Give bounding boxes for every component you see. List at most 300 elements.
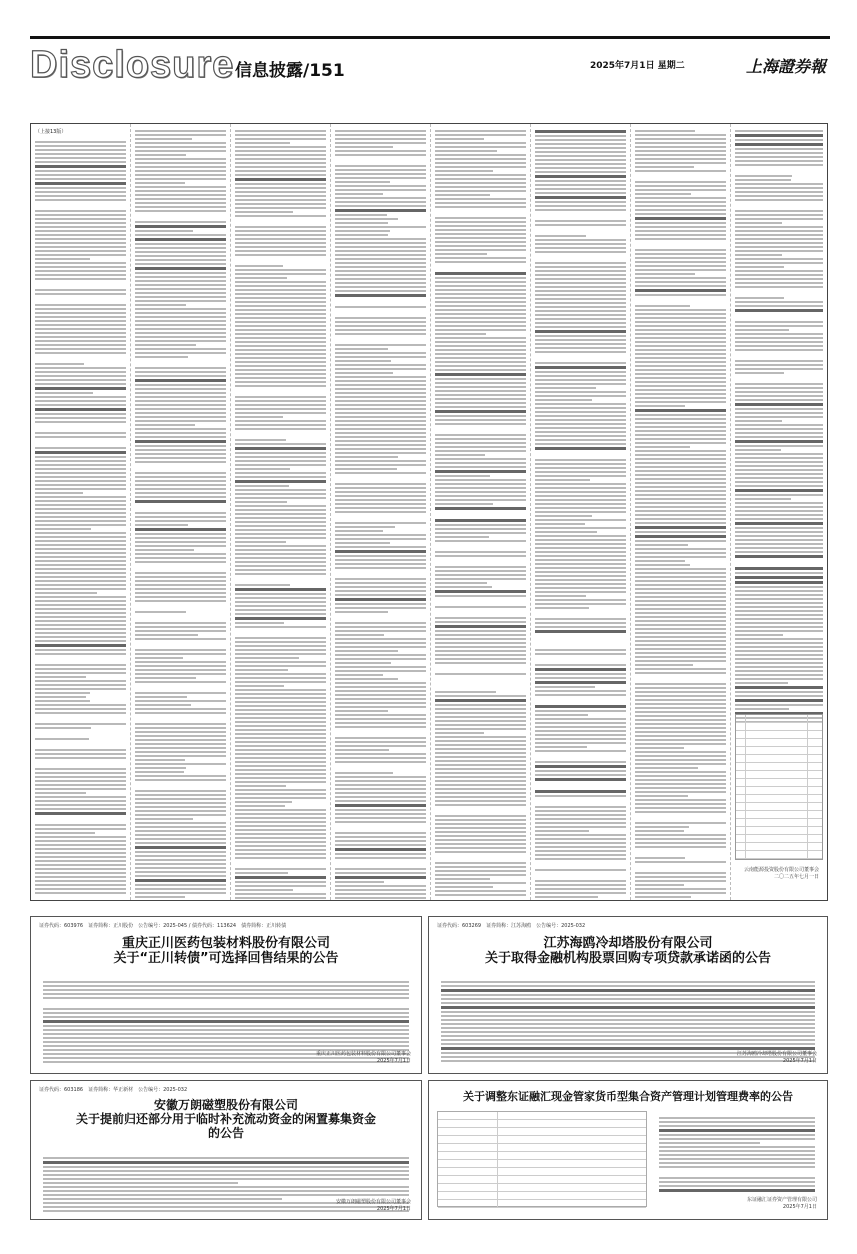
text-line	[535, 664, 626, 666]
text-line	[235, 468, 290, 470]
text-line	[635, 458, 726, 460]
text-line	[635, 711, 726, 713]
text-line	[635, 345, 726, 347]
text-line	[435, 800, 526, 802]
text-line	[535, 888, 626, 890]
text-line	[35, 668, 126, 670]
text-line	[35, 644, 126, 647]
text-line	[535, 274, 626, 276]
text-line	[435, 764, 526, 766]
text-line	[535, 419, 626, 421]
text-line	[435, 851, 526, 853]
table-cell	[746, 715, 808, 722]
text-line	[135, 798, 226, 800]
text-line	[735, 242, 823, 244]
text-line	[43, 1045, 409, 1047]
table-cell	[808, 763, 822, 770]
table-cell	[498, 1120, 646, 1127]
text-line	[235, 549, 326, 551]
text-line	[535, 155, 626, 157]
text-line	[43, 1198, 282, 1200]
text-line	[35, 692, 90, 694]
text-line	[635, 888, 726, 890]
text-line	[735, 590, 823, 592]
text-line	[35, 844, 126, 846]
text-line	[735, 662, 823, 664]
text-line	[235, 853, 326, 855]
text-line	[235, 472, 326, 474]
text-line	[35, 727, 91, 729]
paragraph-gap	[35, 742, 126, 749]
text-line	[535, 171, 626, 173]
text-line	[135, 255, 226, 257]
text-line	[235, 400, 326, 402]
table-row	[438, 1200, 646, 1208]
text-line	[135, 775, 226, 777]
text-line	[335, 254, 426, 256]
text-line	[435, 261, 526, 263]
text-line	[35, 544, 126, 546]
text-line	[535, 511, 626, 513]
text-line	[335, 274, 426, 276]
text-line	[635, 510, 726, 512]
text-line	[635, 158, 726, 160]
text-line	[635, 731, 726, 733]
text-line	[335, 714, 426, 716]
text-line	[635, 189, 726, 191]
text-line	[335, 436, 426, 438]
text-line	[435, 708, 526, 710]
big-signoff-company: 云南能源投资股份有限公司董事会	[743, 867, 819, 873]
text-line	[135, 304, 186, 306]
text-line	[435, 744, 526, 746]
text-line	[635, 620, 726, 622]
text-line	[635, 478, 726, 480]
text-line	[135, 234, 226, 236]
text-line	[35, 680, 126, 682]
text-line	[635, 755, 726, 757]
text-line	[335, 582, 426, 584]
text-line	[635, 568, 726, 570]
text-line	[235, 649, 326, 651]
text-line	[635, 640, 726, 642]
text-line	[335, 792, 426, 794]
text-line	[535, 742, 626, 744]
text-line	[335, 138, 426, 140]
text-line	[335, 634, 384, 636]
text-line	[335, 534, 426, 536]
text-line	[135, 520, 226, 522]
text-line	[135, 549, 194, 551]
text-line	[135, 673, 226, 675]
text-line	[435, 419, 526, 421]
text-line	[635, 703, 726, 705]
table-cell	[808, 819, 822, 826]
text-line	[35, 161, 126, 163]
text-line	[735, 461, 823, 463]
text-line	[635, 442, 726, 444]
paragraph-gap	[35, 896, 126, 900]
text-line	[335, 376, 426, 378]
text-line	[235, 681, 326, 683]
table-cell	[498, 1144, 646, 1151]
text-line	[235, 897, 326, 899]
text-line	[35, 532, 126, 534]
text-line	[441, 981, 815, 983]
text-line	[135, 727, 226, 729]
text-line	[235, 837, 326, 839]
paragraph-gap	[35, 297, 126, 304]
text-line	[735, 626, 823, 628]
text-line	[43, 1025, 409, 1027]
text-line	[435, 578, 526, 580]
text-line	[435, 704, 526, 706]
text-line	[659, 1134, 815, 1136]
text-line	[435, 796, 526, 798]
text-line	[435, 182, 526, 184]
text-line	[635, 281, 726, 283]
text-line	[135, 348, 226, 350]
text-line	[35, 800, 126, 802]
table-row	[736, 819, 822, 827]
text-line	[735, 642, 823, 644]
text-line	[35, 612, 126, 614]
text-line	[635, 170, 726, 172]
text-line	[735, 581, 823, 584]
text-line	[235, 781, 326, 783]
text-line	[135, 186, 226, 188]
text-line	[135, 202, 226, 204]
text-line	[335, 526, 395, 528]
text-line	[535, 738, 626, 740]
text-line	[135, 896, 185, 898]
text-line	[43, 989, 409, 991]
table-cell	[736, 715, 746, 722]
text-line	[335, 134, 426, 136]
text-line	[35, 600, 126, 602]
section-title: 信息披露/151	[235, 61, 345, 81]
text-line	[435, 819, 526, 821]
text-line	[735, 699, 823, 702]
text-line	[335, 352, 426, 354]
text-line	[435, 423, 526, 425]
text-line	[235, 416, 283, 418]
text-line	[135, 763, 226, 765]
text-line	[735, 309, 823, 312]
text-line	[35, 274, 126, 276]
text-line	[435, 646, 526, 648]
text-line	[635, 584, 726, 586]
text-line	[535, 351, 626, 353]
text-line	[441, 1019, 815, 1021]
text-line	[435, 491, 526, 493]
text-line	[735, 420, 782, 422]
text-line	[235, 609, 326, 611]
text-line	[635, 548, 726, 550]
text-line	[335, 662, 391, 664]
text-line	[135, 461, 226, 463]
table-cell	[808, 771, 822, 778]
text-line	[235, 729, 326, 731]
table-row	[438, 1168, 646, 1176]
text-line	[335, 749, 389, 751]
text-line	[35, 157, 126, 159]
paragraph-gap	[335, 615, 426, 622]
text-line	[435, 162, 526, 164]
text-line	[335, 282, 426, 284]
text-line	[435, 309, 526, 311]
text-line	[435, 638, 526, 640]
text-line	[435, 582, 487, 584]
text-line	[335, 686, 426, 688]
table-cell	[498, 1136, 646, 1143]
text-line	[335, 630, 426, 632]
text-line	[35, 308, 126, 310]
text-line	[335, 270, 426, 272]
text-line	[335, 546, 426, 548]
text-line	[735, 494, 823, 496]
text-line	[435, 402, 526, 404]
text-line	[735, 567, 823, 570]
table-row	[438, 1128, 646, 1136]
text-line	[659, 1121, 815, 1123]
table-cell	[498, 1176, 646, 1183]
text-line	[135, 312, 226, 314]
text-line	[659, 1189, 815, 1192]
text-line	[635, 807, 726, 809]
text-line	[635, 787, 726, 789]
paragraph-gap	[235, 432, 326, 439]
text-line	[35, 738, 89, 740]
text-line	[135, 484, 226, 486]
table-row	[736, 779, 822, 787]
text-line	[535, 282, 626, 284]
text-line	[235, 713, 326, 715]
text-line	[635, 146, 726, 148]
text-line	[43, 1190, 409, 1192]
text-line	[635, 253, 726, 255]
text-line	[135, 424, 195, 426]
text-line	[35, 872, 126, 874]
text-line	[535, 322, 626, 324]
text-line	[235, 697, 326, 699]
text-line	[635, 656, 726, 658]
text-line	[635, 385, 726, 387]
text-line	[335, 674, 383, 676]
text-line	[335, 832, 426, 834]
text-line	[135, 638, 226, 640]
text-line	[435, 325, 526, 327]
text-line	[435, 495, 526, 497]
text-line	[335, 266, 426, 268]
text-line	[35, 182, 126, 185]
text-line	[335, 555, 426, 557]
text-line	[435, 691, 496, 693]
text-line	[435, 301, 526, 303]
text-line	[235, 769, 326, 771]
text-line	[135, 396, 226, 398]
text-line	[235, 254, 326, 256]
text-line	[235, 385, 326, 387]
text-line	[635, 333, 726, 335]
text-line	[735, 614, 823, 616]
text-line	[335, 487, 426, 489]
table-cell	[736, 811, 746, 818]
text-line	[135, 388, 226, 390]
paragraph-gap	[335, 861, 426, 868]
announcement-title	[31, 1099, 421, 1140]
text-line	[735, 156, 823, 158]
text-line	[735, 226, 823, 228]
text-line	[335, 201, 426, 203]
text-line	[435, 470, 526, 473]
text-line	[635, 522, 726, 524]
text-line	[735, 164, 823, 166]
text-line	[35, 520, 126, 522]
paragraph-gap	[535, 228, 626, 235]
text-line	[135, 440, 226, 443]
text-line	[435, 662, 526, 664]
table-cell	[438, 1168, 498, 1175]
paragraph-gap	[135, 214, 226, 221]
text-line	[735, 368, 823, 370]
text-line	[235, 337, 326, 339]
text-line	[35, 226, 126, 228]
text-line	[735, 199, 823, 201]
text-line	[735, 152, 823, 154]
paragraph-gap	[535, 355, 626, 362]
text-line	[35, 540, 126, 542]
text-line	[135, 476, 226, 478]
text-line	[735, 539, 823, 541]
text-line	[335, 321, 426, 323]
text-line	[135, 576, 226, 578]
text-line	[335, 796, 426, 798]
text-line	[235, 285, 326, 287]
text-line	[35, 564, 126, 566]
text-line	[335, 189, 426, 191]
text-line	[35, 371, 126, 373]
text-line	[635, 822, 726, 824]
text-line	[435, 874, 526, 876]
text-line	[635, 552, 726, 554]
text-line	[735, 674, 823, 676]
text-line	[135, 561, 226, 563]
text-line	[335, 813, 426, 815]
text-line	[635, 238, 726, 240]
text-line	[235, 301, 326, 303]
text-line	[535, 722, 626, 724]
table-row	[736, 787, 822, 795]
text-line	[435, 528, 526, 530]
text-line	[435, 341, 526, 343]
text-line	[435, 882, 526, 884]
text-line	[335, 181, 390, 183]
text-line	[235, 573, 326, 575]
text-line	[35, 808, 126, 810]
text-line	[35, 336, 126, 338]
text-line	[135, 332, 226, 334]
text-line	[235, 207, 326, 209]
text-line	[35, 888, 126, 890]
text-line	[735, 372, 784, 374]
text-line	[435, 524, 526, 526]
text-line	[435, 878, 490, 880]
text-line	[35, 712, 126, 714]
text-line	[635, 341, 726, 343]
text-line	[435, 654, 526, 656]
text-line	[43, 1174, 409, 1176]
text-line	[335, 483, 426, 485]
text-line	[735, 282, 823, 284]
text-line	[135, 653, 226, 655]
brand-logo: Disclosure	[30, 44, 235, 86]
text-line	[735, 469, 823, 471]
text-line	[535, 220, 626, 222]
text-line	[335, 666, 426, 668]
text-line	[535, 850, 626, 852]
text-line	[335, 761, 426, 763]
text-line	[435, 595, 526, 597]
text-line	[235, 369, 326, 371]
text-line	[735, 387, 823, 389]
text-line	[735, 383, 823, 385]
text-line	[635, 474, 726, 476]
signoff-company: 重庆正川医药包装材料股份有限公司董事会	[315, 1051, 411, 1057]
text-line	[535, 730, 626, 732]
text-line	[135, 600, 226, 602]
text-line	[235, 365, 326, 367]
paragraph-gap	[735, 168, 823, 175]
text-line	[135, 166, 226, 168]
text-line	[435, 333, 486, 335]
text-line	[435, 442, 526, 444]
text-line	[635, 767, 698, 769]
text-line	[135, 336, 226, 338]
text-line	[235, 721, 326, 723]
text-line	[535, 726, 626, 728]
text-line	[435, 158, 526, 160]
paragraph-gap	[335, 515, 426, 522]
text-line	[235, 146, 326, 148]
text-line	[435, 634, 526, 636]
text-line	[535, 838, 626, 840]
paragraph-gap	[135, 565, 226, 572]
text-line	[235, 203, 326, 205]
paragraph-gap	[735, 560, 823, 567]
text-line	[735, 364, 823, 366]
text-line	[235, 725, 326, 727]
text-line	[235, 281, 326, 283]
text-line	[635, 526, 726, 529]
text-line	[735, 477, 823, 479]
text-line	[435, 438, 526, 440]
text-line	[35, 664, 126, 666]
text-line	[635, 518, 726, 520]
text-line	[335, 368, 426, 370]
announcement-dongzheng	[428, 1080, 828, 1220]
table-row	[736, 835, 822, 843]
text-line	[335, 250, 426, 252]
text-line	[659, 1154, 815, 1156]
text-line	[635, 612, 726, 614]
table-cell	[746, 731, 808, 738]
text-line	[135, 367, 226, 369]
text-line	[235, 329, 326, 331]
text-line	[135, 375, 226, 377]
text-line	[535, 515, 592, 517]
text-line	[335, 165, 426, 167]
